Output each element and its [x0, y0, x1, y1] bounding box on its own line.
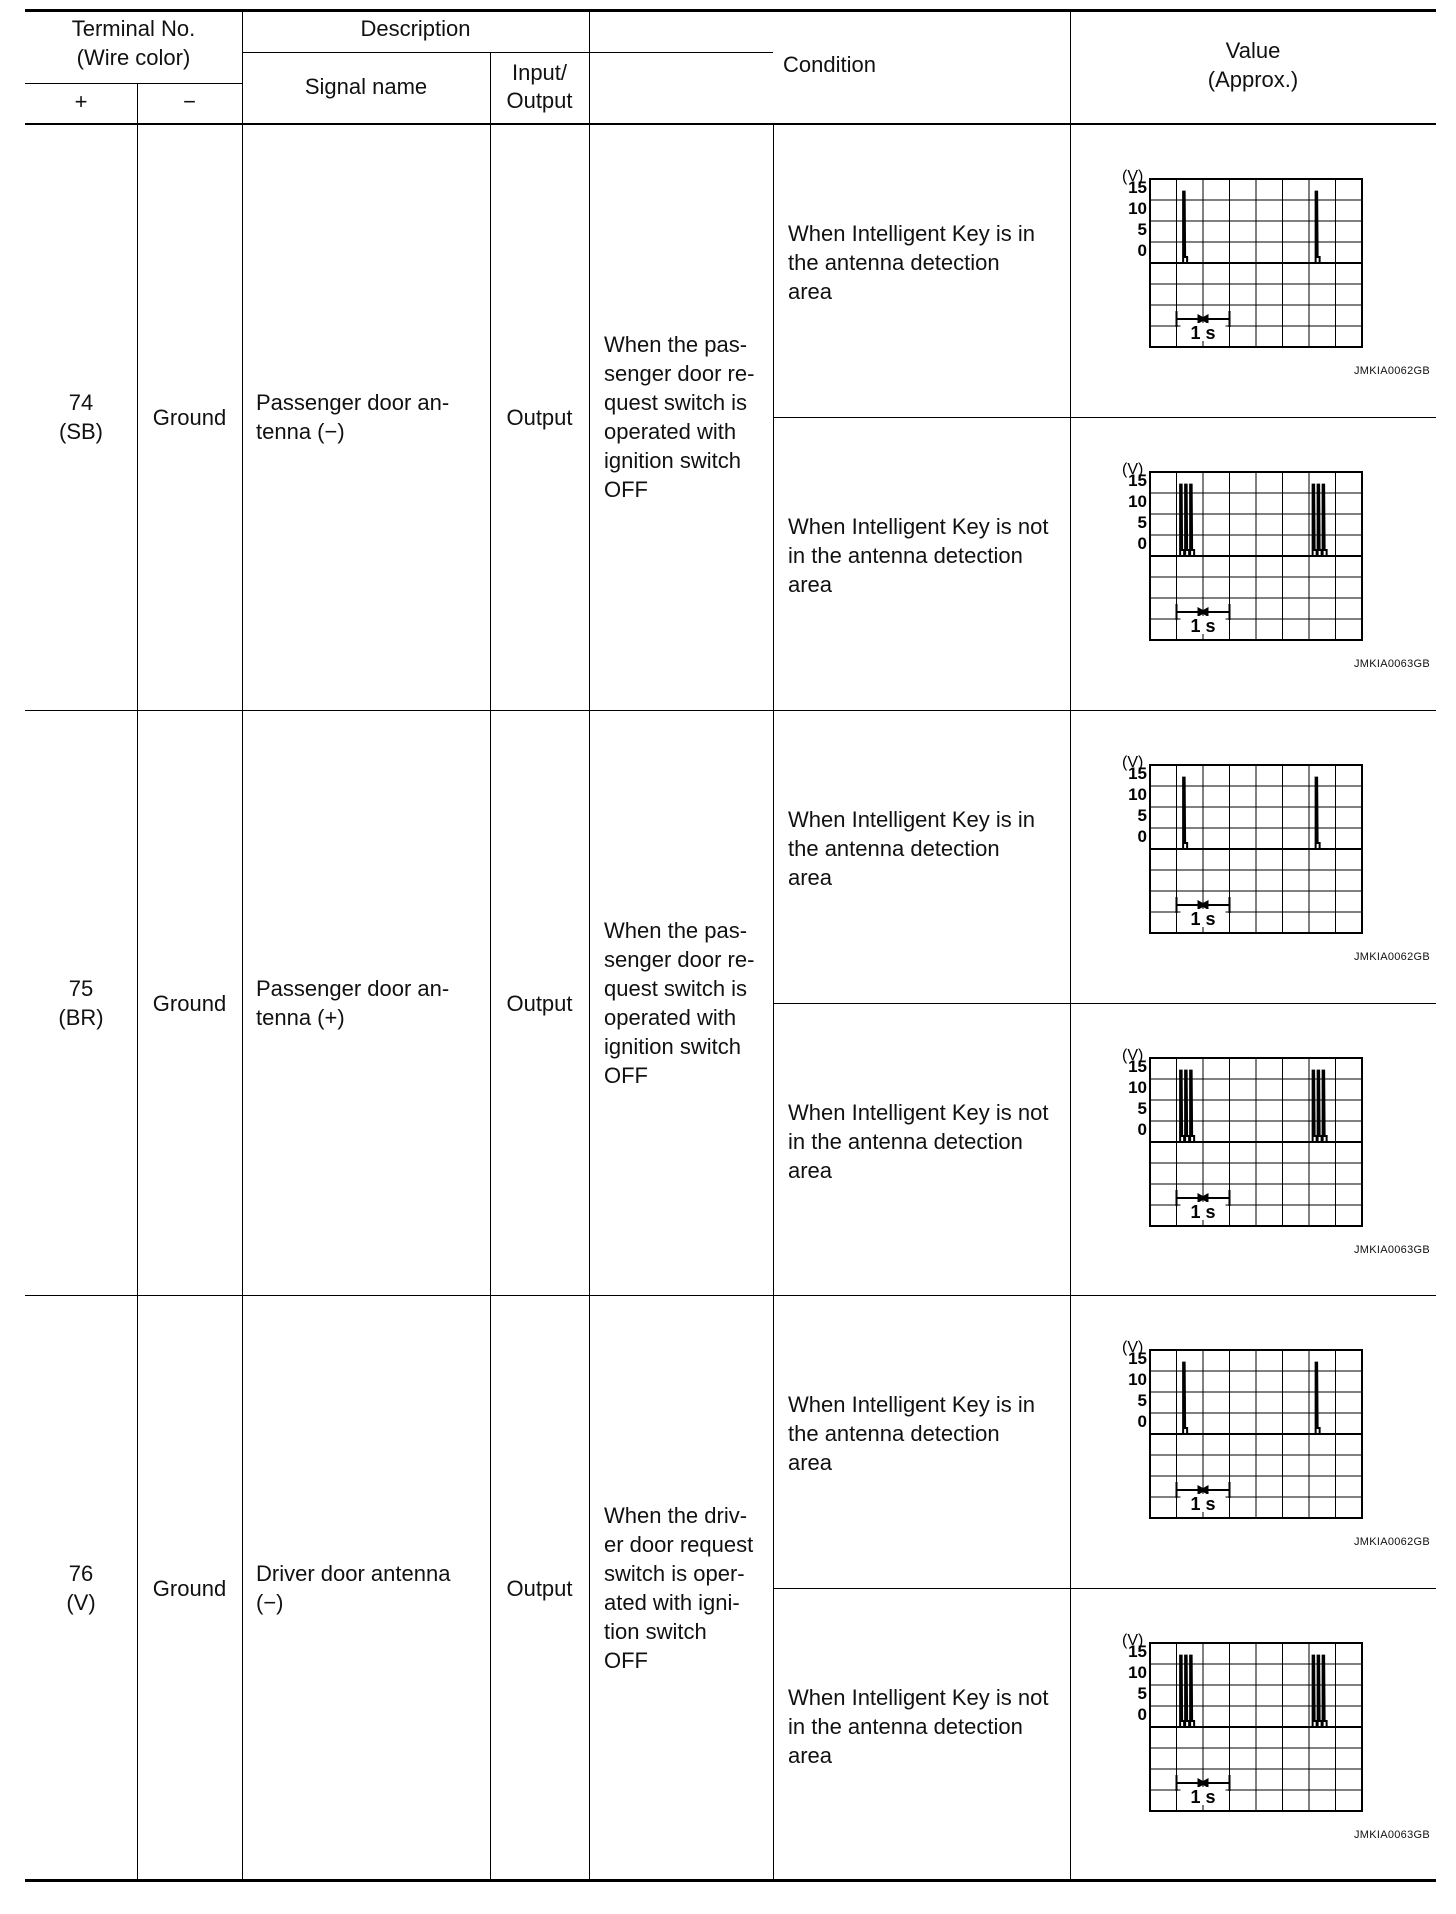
sub-condition-line: When Intelligent Key is in	[788, 807, 1036, 832]
signal-name-line: Passenger door an-	[256, 390, 450, 415]
waveform-tick-label: 5	[1137, 1099, 1147, 1118]
waveform-pulse	[1316, 1363, 1320, 1434]
figure-code: JMKIA0063GB	[1353, 1829, 1430, 1841]
condition-line: senger door re-	[604, 361, 755, 386]
sub-condition-line: the antenna detection	[788, 250, 1000, 275]
header-input-output: Output	[506, 88, 573, 113]
waveform-tick-label: 5	[1137, 220, 1147, 239]
waveform-pulse	[1190, 1656, 1194, 1727]
waveform-pulse	[1180, 485, 1184, 556]
waveform-tick-label: 15	[1128, 471, 1147, 490]
sub-condition-line: in the antenna detection	[788, 1129, 1023, 1154]
waveform-unit-label: (V)	[1122, 1339, 1144, 1356]
waveform-pulse	[1318, 1071, 1322, 1142]
waveform-tick-label: 0	[1137, 1412, 1147, 1431]
waveform-tick-label: 15	[1128, 764, 1147, 783]
figure-code: JMKIA0062GB	[1353, 1536, 1430, 1548]
period-label: 1 s	[1190, 1494, 1216, 1514]
waveform-tick-label: 15	[1128, 1057, 1147, 1076]
waveform-tick-label: 5	[1137, 1684, 1147, 1703]
waveform-pulse	[1180, 1071, 1184, 1142]
wire-color: (SB)	[59, 419, 103, 444]
sub-condition-line: When Intelligent Key is not	[788, 1685, 1049, 1710]
ground-terminal: Ground	[152, 991, 227, 1016]
period-label: 1 s	[1190, 616, 1216, 636]
figure-code: JMKIA0063GB	[1353, 658, 1430, 670]
condition-line: ignition switch	[604, 1034, 741, 1059]
header-input-output: Input/	[511, 60, 568, 85]
table-column-rule	[1070, 10, 1071, 1880]
condition-line: ated with igni-	[604, 1590, 740, 1615]
figure-code: JMKIA0063GB	[1353, 1244, 1430, 1256]
waveform-unit-label: (V)	[1122, 1047, 1144, 1064]
sub-condition-line: the antenna detection	[788, 1421, 1000, 1446]
waveform-not-in-area	[1110, 1629, 1368, 1819]
waveform-pulse	[1185, 485, 1189, 556]
header-wire-color: (Wire color)	[76, 45, 191, 70]
condition-line: senger door re-	[604, 947, 755, 972]
sub-condition-line: area	[788, 279, 833, 304]
sub-condition-line: in the antenna detection	[788, 1714, 1023, 1739]
waveform-pulse	[1313, 1656, 1317, 1727]
waveform-unit-label: (V)	[1122, 1632, 1144, 1649]
waveform-tick-label: 10	[1128, 199, 1147, 218]
table-top-rule	[25, 9, 1436, 12]
header-value-approx: (Approx.)	[1207, 67, 1299, 92]
waveform-pulse	[1323, 1656, 1327, 1727]
waveform-pulse	[1323, 485, 1327, 556]
signal-name-line: tenna (+)	[256, 1005, 345, 1030]
sub-condition-line: When Intelligent Key is in	[788, 221, 1036, 246]
sub-condition-line: area	[788, 1743, 833, 1768]
header-minus: −	[183, 89, 196, 114]
waveform-tick-label: 0	[1137, 241, 1147, 260]
waveform-pulse	[1185, 1071, 1189, 1142]
waveform-in-area	[1110, 1336, 1368, 1526]
table-column-rule	[589, 10, 590, 1880]
waveform-tick-label: 10	[1128, 1370, 1147, 1389]
waveform-pulse	[1185, 1656, 1189, 1727]
waveform-tick-label: 10	[1128, 785, 1147, 804]
table-bottom-rule	[25, 1879, 1436, 1882]
sub-condition-line: When Intelligent Key is not	[788, 1100, 1049, 1125]
waveform-tick-label: 0	[1137, 534, 1147, 553]
header-description: Description	[360, 16, 471, 41]
sub-condition-rule	[773, 1588, 1436, 1589]
header-bottom-rule	[25, 123, 1436, 125]
input-output: Output	[506, 405, 573, 430]
waveform-in-area	[1110, 165, 1368, 355]
ground-terminal: Ground	[152, 1576, 227, 1601]
condition-line: When the pas-	[604, 918, 748, 943]
period-label: 1 s	[1190, 323, 1216, 343]
terminal-number: 74	[68, 390, 94, 415]
header-condition: Condition	[783, 52, 876, 77]
condition-line: OFF	[604, 477, 648, 502]
condition-line: er door request	[604, 1532, 754, 1557]
condition-line: ignition switch	[604, 448, 741, 473]
sub-condition-line: area	[788, 1158, 833, 1183]
sub-condition-line: area	[788, 1450, 833, 1475]
waveform-not-in-area	[1110, 458, 1368, 648]
waveform-pulse	[1313, 1071, 1317, 1142]
waveform-tick-label: 0	[1137, 1705, 1147, 1724]
waveform-not-in-area	[1110, 1044, 1368, 1234]
waveform-tick-label: 15	[1128, 1642, 1147, 1661]
waveform-unit-label: (V)	[1122, 461, 1144, 478]
condition-line: When the pas-	[604, 332, 748, 357]
sub-condition-line: When Intelligent Key is in	[788, 1392, 1036, 1417]
waveform-pulse	[1180, 1656, 1184, 1727]
waveform-tick-label: 5	[1137, 513, 1147, 532]
waveform-pulse	[1316, 192, 1320, 263]
waveform-pulse	[1190, 485, 1194, 556]
sub-condition-line: When Intelligent Key is not	[788, 514, 1049, 539]
signal-name-line: tenna (−)	[256, 419, 345, 444]
terminal-number: 76	[68, 1561, 94, 1586]
waveform-unit-label: (V)	[1122, 754, 1144, 771]
condition-line: OFF	[604, 1648, 648, 1673]
figure-code: JMKIA0062GB	[1353, 365, 1430, 377]
header-terminal-rule	[25, 83, 242, 84]
header-signal-name: Signal name	[304, 74, 428, 99]
waveform-pulse	[1190, 1071, 1194, 1142]
waveform-tick-label: 15	[1128, 1349, 1147, 1368]
waveform-pulse	[1316, 778, 1320, 849]
sub-condition-line: the antenna detection	[788, 836, 1000, 861]
condition-line: tion switch	[604, 1619, 707, 1644]
waveform-in-area	[1110, 751, 1368, 941]
waveform-tick-label: 10	[1128, 1663, 1147, 1682]
condition-line: operated with	[604, 419, 737, 444]
input-output: Output	[506, 991, 573, 1016]
period-label: 1 s	[1190, 909, 1216, 929]
condition-line: switch is oper-	[604, 1561, 745, 1586]
wire-color: (V)	[66, 1590, 96, 1615]
waveform-pulse	[1183, 778, 1187, 849]
input-output: Output	[506, 1576, 573, 1601]
sub-condition-line: area	[788, 572, 833, 597]
condition-line: quest switch is	[604, 390, 748, 415]
signal-name-line: Passenger door an-	[256, 976, 450, 1001]
table-column-rule	[242, 10, 243, 1880]
sub-condition-rule	[773, 417, 1436, 418]
waveform-unit-label: (V)	[1122, 168, 1144, 185]
waveform-tick-label: 10	[1128, 492, 1147, 511]
ground-terminal: Ground	[152, 405, 227, 430]
period-label: 1 s	[1190, 1787, 1216, 1807]
sub-condition-line: area	[788, 865, 833, 890]
wire-color: (BR)	[58, 1005, 104, 1030]
row-separator	[25, 1295, 1436, 1296]
table-column-rule	[137, 83, 138, 1880]
waveform-pulse	[1313, 485, 1317, 556]
waveform-pulse	[1318, 485, 1322, 556]
header-value: Value	[1225, 38, 1281, 63]
sub-condition-line: in the antenna detection	[788, 543, 1023, 568]
waveform-tick-label: 15	[1128, 178, 1147, 197]
waveform-tick-label: 10	[1128, 1078, 1147, 1097]
header-terminal-no: Terminal No.	[71, 16, 196, 41]
waveform-pulse	[1183, 192, 1187, 263]
waveform-pulse	[1183, 1363, 1187, 1434]
signal-name-line: (−)	[256, 1590, 284, 1615]
waveform-tick-label: 5	[1137, 1391, 1147, 1410]
waveform-pulse	[1318, 1656, 1322, 1727]
table-column-rule	[490, 52, 491, 1880]
sub-condition-rule	[773, 1003, 1436, 1004]
condition-line: operated with	[604, 1005, 737, 1030]
figure-code: JMKIA0062GB	[1353, 951, 1430, 963]
condition-line: quest switch is	[604, 976, 748, 1001]
waveform-tick-label: 0	[1137, 1120, 1147, 1139]
table-column-rule	[773, 124, 774, 1880]
condition-line: OFF	[604, 1063, 648, 1088]
condition-line: When the driv-	[604, 1503, 748, 1528]
waveform-tick-label: 0	[1137, 827, 1147, 846]
terminal-number: 75	[68, 976, 94, 1001]
signal-name-line: Driver door antenna	[256, 1561, 451, 1586]
waveform-pulse	[1323, 1071, 1327, 1142]
row-separator	[25, 710, 1436, 711]
period-label: 1 s	[1190, 1202, 1216, 1222]
header-plus: +	[74, 89, 88, 114]
waveform-tick-label: 5	[1137, 806, 1147, 825]
